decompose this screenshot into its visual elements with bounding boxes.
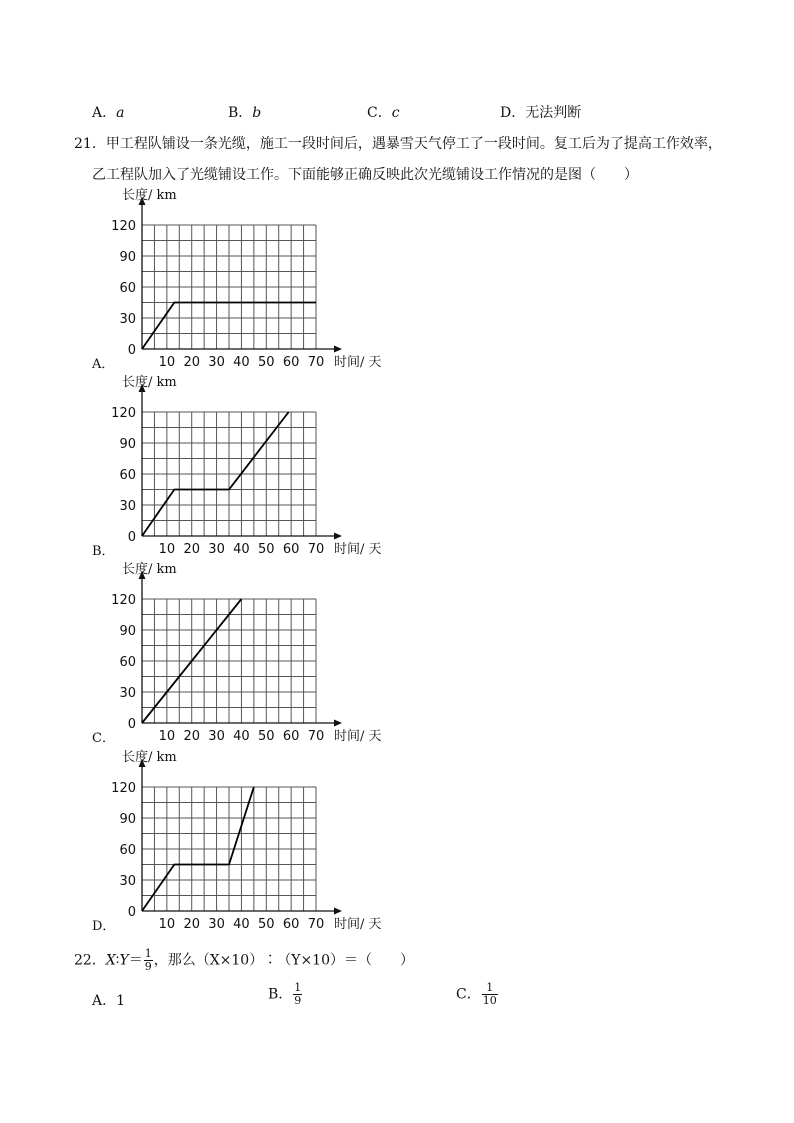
x-tick-label: 70 [307, 542, 325, 557]
y-tick-label: 30 [119, 499, 136, 514]
y-tick-label: 60 [119, 843, 136, 858]
x-axis-title: 时间/ 天 [334, 542, 382, 557]
x-axis-arrow-icon [334, 533, 342, 540]
y-axis-title: 长度/ km [122, 750, 177, 765]
x-tick-label: 30 [208, 729, 225, 744]
y-tick-label: 60 [119, 468, 136, 483]
x-tick-label: 70 [307, 917, 325, 932]
fraction-numerator: 1 [294, 981, 302, 994]
x-tick-label: 30 [208, 917, 225, 932]
x-tick-label: 40 [233, 542, 250, 557]
chart-option-label: B． [92, 544, 115, 559]
fraction-denominator: 9 [144, 960, 152, 973]
x-tick-label: 40 [233, 917, 250, 932]
fraction-numerator: 1 [144, 947, 152, 960]
fraction-denominator: 9 [294, 994, 302, 1007]
fraction-denominator: 10 [482, 994, 497, 1007]
question-22-colon: ∶ [115, 952, 120, 969]
x-tick-label: 60 [282, 729, 300, 744]
question-21-number: 21． [74, 136, 106, 152]
x-tick-label: 60 [282, 542, 300, 557]
x-tick-label: 10 [158, 355, 176, 370]
x-tick-label: 50 [258, 542, 275, 557]
question-21-line2: 乙工程队加入了光缆铺设工作。下面能够正确反映此次光缆铺设工作情况的是图（ ） [92, 167, 638, 183]
q22-option-b [268, 982, 303, 1007]
y-tick-label: 90 [119, 250, 136, 265]
y-tick-label: 0 [127, 905, 136, 920]
y-tick-label: 30 [119, 312, 136, 327]
x-tick-label: 50 [258, 729, 275, 744]
x-tick-label: 60 [282, 917, 300, 932]
x-tick-label: 50 [258, 917, 275, 932]
option-b-value: b [252, 105, 262, 121]
x-axis-arrow-icon [334, 346, 342, 353]
y-axis-title: 长度/ km [122, 562, 177, 577]
x-tick-label: 70 [307, 729, 325, 744]
y-tick-label: 120 [111, 406, 136, 421]
x-axis-title: 时间/ 天 [334, 729, 382, 744]
x-tick-label: 20 [183, 729, 200, 744]
option-c-letter: C． [367, 105, 392, 121]
question-22-x: X [105, 952, 116, 969]
y-tick-label: 120 [111, 593, 136, 608]
q22-option-c [456, 982, 499, 1007]
option-d-value: 无法判断 [525, 105, 582, 121]
q22-option-a-letter: A． [92, 993, 117, 1009]
x-tick-label: 50 [258, 355, 275, 370]
option-d-letter: D． [500, 105, 526, 121]
x-tick-label: 10 [158, 542, 176, 557]
chart-option-label: C． [92, 731, 115, 746]
option-c-value: c [391, 105, 400, 121]
x-tick-label: 40 [233, 729, 250, 744]
q22-option-b-fraction [293, 982, 302, 1007]
q22-option-a [92, 990, 125, 1010]
y-tick-label: 120 [111, 219, 136, 234]
y-tick-label: 30 [119, 686, 136, 701]
y-axis-title: 长度/ km [122, 375, 177, 390]
x-tick-label: 40 [233, 355, 250, 370]
x-tick-label: 20 [183, 917, 200, 932]
x-axis-title: 时间/ 天 [334, 355, 382, 370]
q22-option-c-fraction [482, 982, 498, 1007]
x-axis-arrow-icon [334, 908, 342, 915]
x-tick-label: 20 [183, 355, 200, 370]
question-22-eq: ＝ [128, 952, 143, 969]
x-tick-label: 60 [282, 355, 300, 370]
option-b-letter: B． [228, 105, 253, 121]
q22-option-b-letter: B． [268, 986, 293, 1003]
question-22 [74, 948, 414, 973]
x-axis-title: 时间/ 天 [334, 917, 382, 932]
question-21-text1: 甲工程队铺设一条光缆，施工一段时间后，遇暴雪天气停工了一段时间。复工后为了提高工作效率， [105, 136, 722, 152]
y-tick-label: 30 [119, 874, 136, 889]
question-22-rest: ，那么（X×10）∶（Y×10）＝（ ） [153, 952, 415, 969]
y-tick-label: 120 [111, 781, 136, 796]
y-tick-label: 0 [127, 717, 136, 732]
fraction-numerator: 1 [482, 982, 498, 995]
y-tick-label: 90 [119, 624, 136, 639]
question-22-number: 22． [74, 952, 106, 969]
y-tick-label: 90 [119, 437, 136, 452]
x-tick-label: 30 [208, 355, 225, 370]
y-tick-label: 0 [127, 530, 136, 545]
x-tick-label: 10 [158, 729, 176, 744]
x-axis-arrow-icon [334, 720, 342, 727]
option-a-letter: A． [92, 105, 117, 121]
y-tick-label: 90 [119, 812, 136, 827]
y-tick-label: 0 [127, 343, 136, 358]
question-22-y: Y [119, 952, 129, 969]
chart-option-label: D． [92, 919, 116, 934]
x-tick-label: 30 [208, 542, 225, 557]
y-tick-label: 60 [119, 655, 136, 670]
x-tick-label: 10 [158, 917, 176, 932]
q22-option-c-letter: C． [456, 986, 481, 1003]
q22-option-a-value: 1 [116, 993, 126, 1009]
x-tick-label: 20 [183, 542, 200, 557]
question-22-fraction [144, 948, 153, 973]
y-axis-title: 长度/ km [122, 188, 177, 203]
y-tick-label: 60 [119, 281, 136, 296]
x-tick-label: 70 [307, 355, 325, 370]
option-a-value: a [116, 105, 125, 121]
chart-option-label: A． [92, 357, 115, 372]
